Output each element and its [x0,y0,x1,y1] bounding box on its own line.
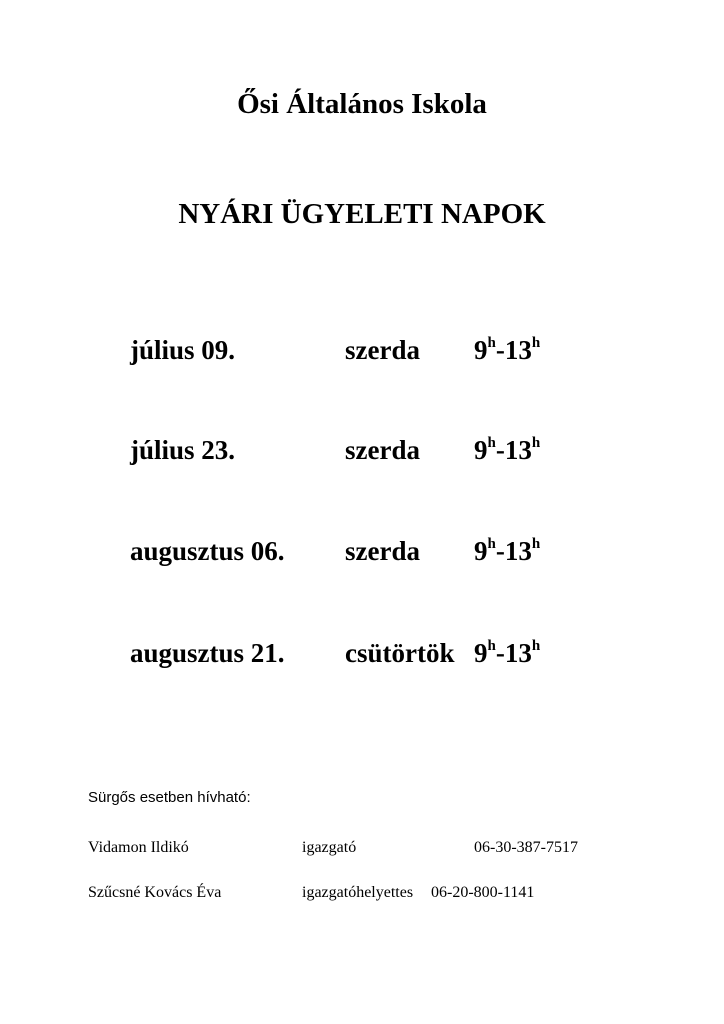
schedule-time [474,633,540,673]
schedule-time [474,531,540,571]
time-end: -13 [495,335,532,365]
time-start-sup: h [487,638,496,654]
schedule-date: augusztus 06. [130,536,285,566]
time-end-sup: h [531,536,541,552]
schedule-time [474,330,540,370]
time-end-sup: h [531,638,541,654]
contact-name: Szűcsné Kovács Éva [88,884,222,901]
contact-name: Vidamon Ildikó [88,839,189,856]
time-start: 9 [474,435,488,465]
school-title: Ősi Általános Iskola [237,88,487,120]
time-end-sup: h [531,335,541,351]
schedule-row [0,330,724,370]
schedule-row [0,531,724,571]
schedule-row [0,633,724,673]
time-end-sup: h [531,435,541,451]
time-end: -13 [495,536,532,566]
time-end: -13 [495,435,532,465]
contact-role: igazgatóhelyettes [302,884,414,901]
schedule-time [474,430,540,470]
time-start: 9 [474,335,488,365]
contact-phone: 06-30-387-7517 [474,839,578,856]
contacts-intro: Sürgős esetben hívható: [88,789,251,806]
contact-row [0,837,724,859]
time-start: 9 [474,536,488,566]
contact-row [0,882,724,904]
page-heading: NYÁRI ÜGYELETI NAPOK [178,198,546,230]
schedule-day: csütörtök [345,638,455,668]
time-start-sup: h [487,536,496,552]
schedule-date: július 23. [130,435,236,465]
contact-role: igazgató [302,839,357,856]
time-start: 9 [474,638,488,668]
contact-phone: 06-20-800-1141 [431,884,535,901]
schedule-day: szerda [345,435,420,465]
schedule-day: szerda [345,536,420,566]
time-start-sup: h [487,435,496,451]
schedule-date: augusztus 21. [130,638,285,668]
time-end: -13 [495,638,532,668]
schedule-day: szerda [345,335,420,365]
schedule-date: július 09. [130,335,236,365]
time-start-sup: h [487,335,496,351]
schedule-row [0,430,724,470]
